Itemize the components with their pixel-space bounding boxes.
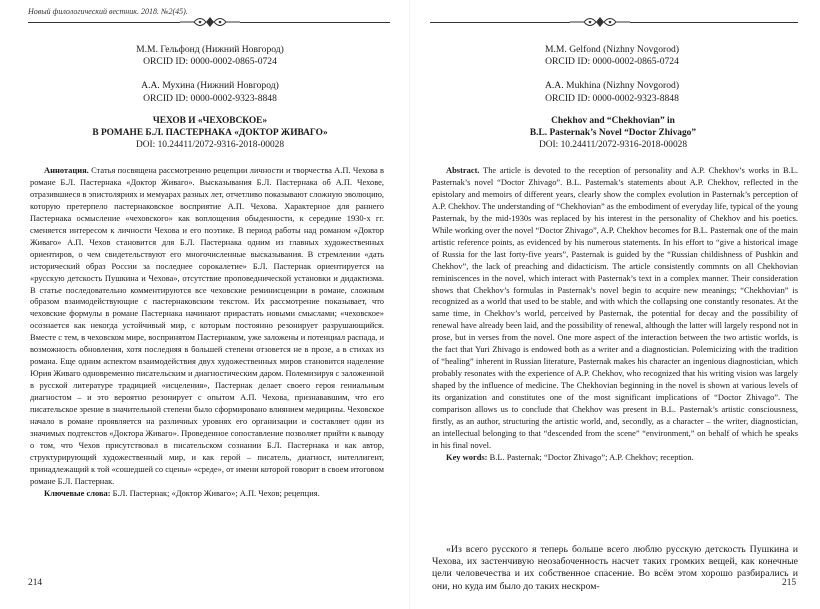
abstract-label: Abstract. xyxy=(446,165,480,175)
title-line: Chekhov and “Chekhovian” in xyxy=(551,116,675,126)
author-name: M.M. Gelfond (Nizhny Novgorod) xyxy=(544,44,680,55)
keywords-label: Ключевые слова: xyxy=(44,487,111,498)
body-quote xyxy=(432,544,798,593)
abstract-text: The article is devoted to the reception of personality and A.P. Chekhov’s works in B.L. Pasternak’s novel “Doctor Zhivago”. B.L. Pasternak’s statements about A.P. Chekhov, reflected in the epistolary and memoirs of different years, clearly show the complex evolution in Pasternak’s perception of A.P. Chekhov. The understanding of “Chekhovian” as the embodiment of everyday life, typical of the young Pasternak, by the mid-1930s was replaced by his interest in the personality of Chekhov and his poetics. While working over the novel “Doctor Zhivago”, A.P. Chekhov becomes for B.L. Pasternak one of the main artistic reference points, as evidenced by his numerous statements. In his effort to “give a historical image of Russia for the last forty-five years”, Pasternak is guided by the “Russian childishness of Pushkin and Chekhov”, the lack of preaching and didacticism. The article consistently commnts on all Chekhovian reminiscences in the novel, which interact with Pasternak’s text in a complex manner. Their consideration shows that Chekhov’s formulas in Pasternak’s novel begin to acquire new meanings; “Chekhovian” is recognized as a world that used to be stable, and with which the collapsing one constantly resonates. At the same time, in Chekhov’s world, perceived by Pasternak, the potential for decay and the possibility of renewal have already been laid, and the possibility of renewal, although the latter will largely respond not in prose, but in verses from the novel. One more aspect of the interaction between the two artistic worlds, is the fact that Yuri Zhivago is endowed both as a writer and a diagnostician. Polemicizing with the tradition of “healing” inherent in Russian literature, Pasternak makes his character an ingenious diagnostician, which probably resonates with the experience of A.P. Chekhov, who recognized that his writing vision was largely shaped by the influence of medicine. The Chekhovian beginning in the novel is shown at various levels of its organization and constitutes one of the most significant implications of “Doctor Zhivago”. The comparison allows us to conclude that Chekhov was present in B.L. Pasternak’s artistic consciousness, firstly, as an author, structuring the artistic world, and, secondly, as a character – the writer, diagnostician, an intellectual belonging to that “descended from the scene” “environment,” on behalf of which he speaks in his final novel. xyxy=(432,165,799,450)
author-orcid: ORCID ID: 0000-0002-0865-0724 xyxy=(143,56,277,68)
author-orcid: ORCID ID: 0000-0002-9323-8848 xyxy=(545,92,679,104)
abstract-label: Аннотация. xyxy=(44,165,89,175)
title-line: B.L. Pasternak’s Novel “Doctor Zhivago” xyxy=(529,128,697,138)
author-name: А.А. Мухина (Нижний Новгород) xyxy=(141,80,279,92)
right-page xyxy=(410,0,820,609)
ornament-icon xyxy=(180,14,240,30)
title-line: В РОМАНЕ Б.Л. ПАСТЕРНАКА «ДОКТОР ЖИВАГО» xyxy=(92,128,328,138)
header-rule-left-2 xyxy=(240,22,390,23)
header-rule-right xyxy=(430,22,570,23)
abstract-ru xyxy=(30,165,384,500)
author-name: A.A. Mukhina (Nizhny Novgorod) xyxy=(544,80,680,92)
article-title-en xyxy=(428,115,798,151)
author-orcid: ORCID ID: 0000-0002-0865-0724 xyxy=(545,56,679,68)
title-line: ЧЕХОВ И «ЧЕХОВСКОЕ» xyxy=(152,116,268,126)
quote-paragraph: «Из всего русского я теперь больше всего люблю русскую детскость Пушкина и Чехова, их застенчивую неозабоченность насчет таких громких вещей, как конечные цели человечества и их собственное спасение. Во всём этом хорошо разбирались и они, но куда им было до таких нескром- xyxy=(432,544,798,592)
author-orcid: ORCID ID: 0000-0002-9323-8848 xyxy=(143,92,277,104)
author-name: М.М. Гельфонд (Нижний Новгород) xyxy=(136,44,284,55)
page-number: 214 xyxy=(28,578,43,588)
header-rule-right-2 xyxy=(630,22,798,23)
keywords-label: Key words: xyxy=(446,451,488,462)
abstract-text: Статья посвящена рассмотрению рецепции личности и творчества А.П. Чехова в романе Б.Л. Пастернака «Доктор Живаго». Высказывания Б.Л. Пастернака об А.П. Чехове, отразившиеся в эпистоляриях и мемуарах разных лет, отчетливо показывают сложную эволюцию, которую претерпело пастернаковское восприятие А.П. Чехова. Характерное для раннего Пастернака осмысление «чеховского» как воплощения обыденности, к середине 1930-х гг. сменяется интересом к личности Чехова и его поэтике. В период работы над романом «Доктор Живаго» А.П. Чехов становится для Б.Л. Пастернака одним из главных художественных ориентиров, о чем свидетельствуют его многочисленные высказывания. В стремлении «дать исторический образ России за последнее сорокалетие» Б.Л. Пастернак ориентируется на «русскую детскость Пушкина и Чехова», отсутствие проповеднической установки и дидактизма. В статье последовательно комментируются все чеховские реминисценции в романе, сложным образом взаимодействующие с пастернаковским текстом. Их рассмотрение показывает, что чеховские формулы в романе Пастернака начинают прирастать новыми смыслами; «чеховское» осознается как некогда устойчивый мир, с которым постоянно резонирует разрушающийся. Вместе с тем, в чеховском мире, воспринятом Пастернаком, уже заложены и потенциал распада, и возможность обновления, хотя последняя в большей степени отзовется не в прозе, а в стихах из романа. Еще одним аспектом взаимодействия двух художественных миров становится наделение Юрия Живаго одновременно писательским и диагностическим даром. Полемизируя с заложенной в русской литературе традицией «исцеления», Пастернак делает своего героя гениальным диагностом – и это вероятно резонирует с опытом А.П. Чехова, признававшим, что его писательское зрение в значительной степени было сформировано влиянием медицины. Чеховское начало в романе проявляется на различных уровнях его организации и составляет один из значимых подтекстов «Доктора Живаго». Проведенное сопоставление позволяет прийти к выводу о том, что Чехов присутствовал в писательском сознании Б.Л. Пастернака и как автор, структурирующий художественный мир, и как герой – писатель, диагност, интеллигент, принадлежащий к той «сошедшей со сцены» «среде», от имени которой говорит в своем итоговом романе Б.Л. Пастернак. xyxy=(30,165,384,486)
authors-en xyxy=(432,44,792,105)
article-title-ru xyxy=(30,115,390,151)
keywords-text: Б.Л. Пастернак; «Доктор Живаго»; А.П. Чехов; рецепция. xyxy=(112,487,320,498)
page-number: 215 xyxy=(782,578,797,588)
ornament-icon xyxy=(570,14,630,30)
abstract-en xyxy=(432,165,798,464)
authors-ru xyxy=(40,44,380,105)
doi: DOI: 10.24411/2072-9316-2018-00028 xyxy=(135,140,285,150)
header-rule-left xyxy=(28,22,180,23)
keywords-text: B.L. Pasternak; “Doctor Zhivago”; A.P. Chekhov; reception. xyxy=(489,451,694,462)
journal-header: Новый филологический вестник. 2018. №2(45). xyxy=(28,7,188,16)
doi: DOI: 10.24411/2072-9316-2018-00028 xyxy=(538,140,688,150)
